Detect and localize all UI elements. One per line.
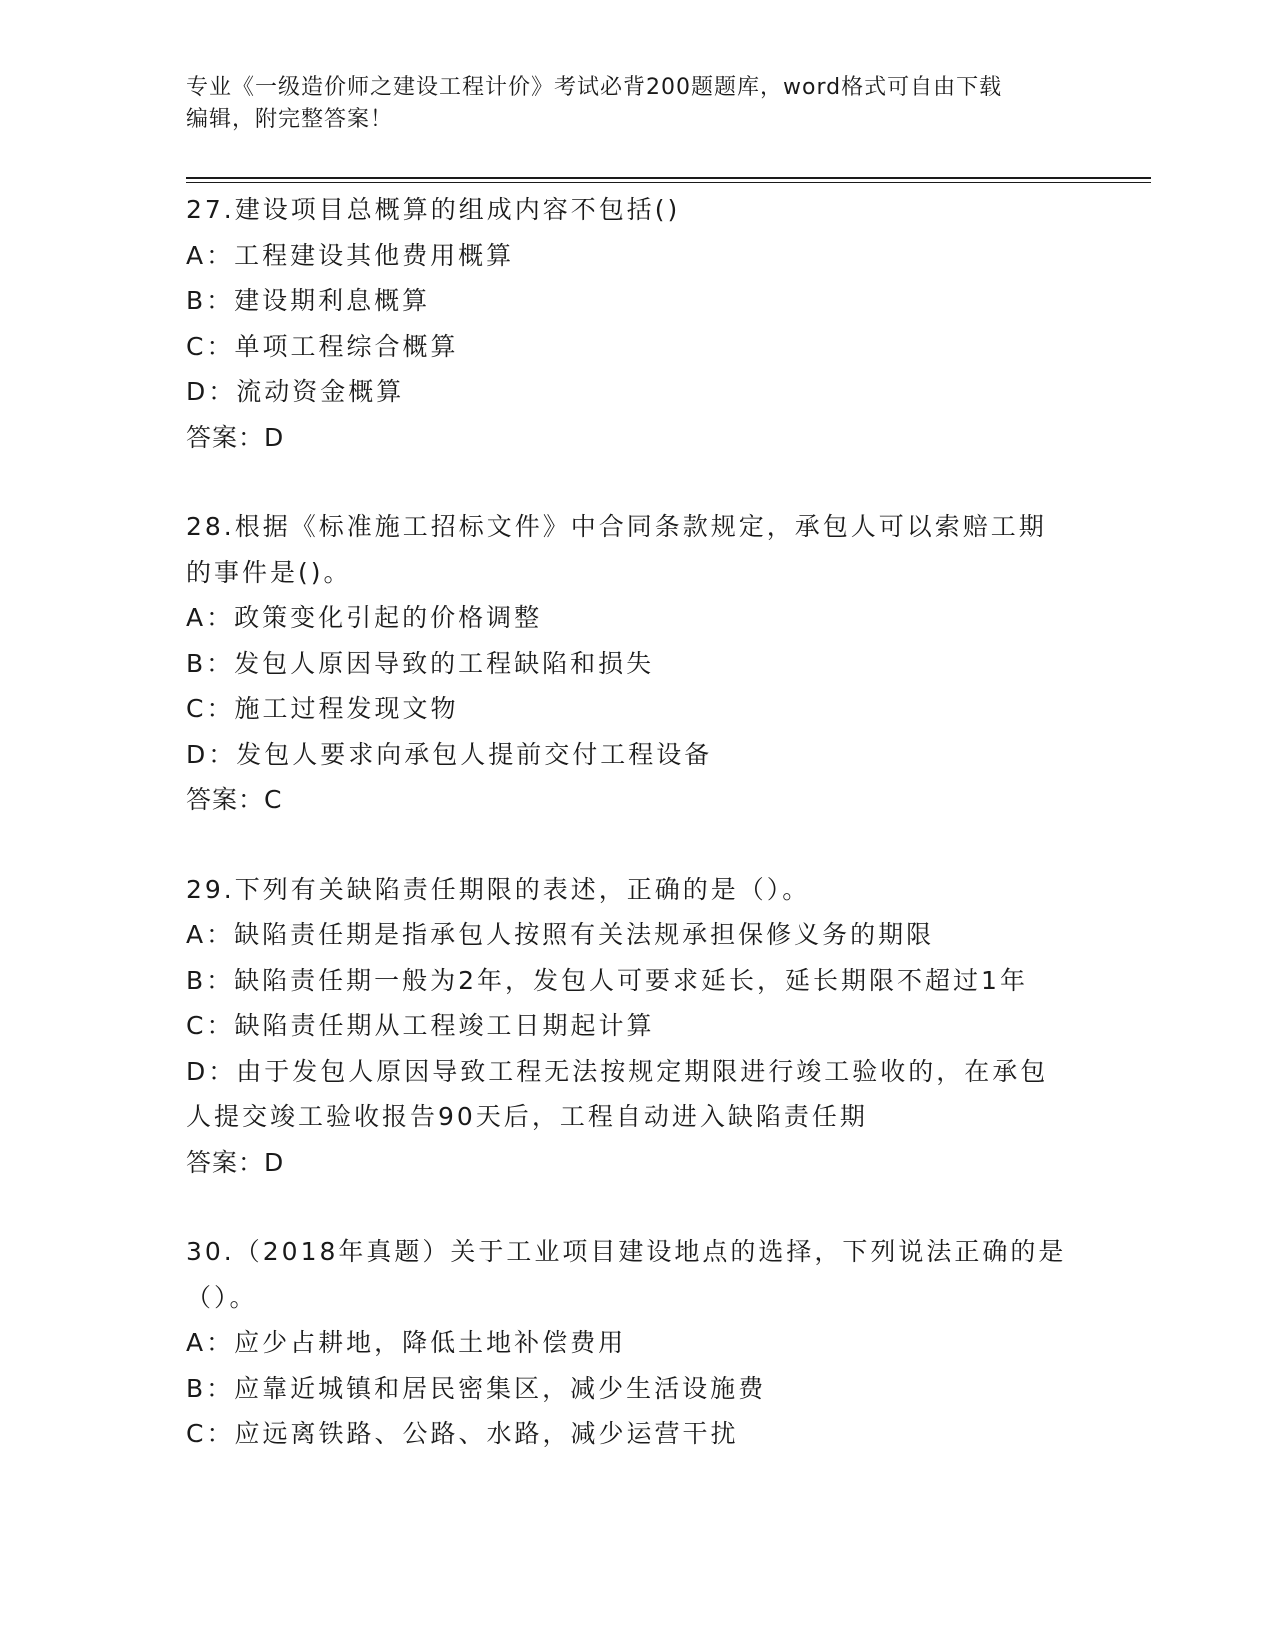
- document-header: [186, 72, 1086, 136]
- option-d: D：发包人要求向承包人提前交付工程设备: [186, 739, 713, 769]
- option-b: B：发包人原因导致的工程缺陷和损失: [186, 648, 655, 678]
- answer: 答案：D: [186, 422, 285, 452]
- header-divider-thin: [186, 182, 1151, 183]
- question-stem-continued: （）。: [186, 1282, 258, 1312]
- header-divider-thick: [186, 177, 1151, 179]
- option-a: A：应少占耕地，降低土地补偿费用: [186, 1328, 627, 1357]
- question-stem: 29.下列有关缺陷责任期限的表述，正确的是（）。: [186, 874, 811, 904]
- answer: 答案：D: [186, 1147, 285, 1177]
- option-d-continued: 人提交竣工验收报告90天后，工程自动进入缺陷责任期: [186, 1102, 868, 1131]
- option-a: A：缺陷责任期是指承包人按照有关法规承担保修义务的期限: [186, 920, 935, 949]
- option-b: B：应靠近城镇和居民密集区，减少生活设施费: [186, 1373, 767, 1403]
- option-a: A：工程建设其他费用概算: [186, 240, 515, 270]
- option-c: C：应远离铁路、公路、水路，减少运营干扰: [186, 1419, 739, 1448]
- question-27: [186, 187, 1086, 460]
- question-stem: 27.建设项目总概算的组成内容不包括(): [186, 195, 681, 224]
- header-line-2: 编辑，附完整答案！: [186, 107, 394, 132]
- option-c: C：施工过程发现文物: [186, 694, 459, 723]
- question-stem-continued: 的事件是()。: [186, 557, 352, 587]
- option-b: B：建设期利息概算: [186, 286, 431, 315]
- option-d: D：由于发包人原因导致工程无法按规定期限进行竣工验收的，在承包: [186, 1056, 1049, 1086]
- question-28: [186, 504, 1086, 823]
- option-c: C：缺陷责任期从工程竣工日期起计算: [186, 1011, 655, 1040]
- option-b: B：缺陷责任期一般为2年，发包人可要求延长，延长期限不超过1年: [186, 965, 1028, 995]
- question-list: [186, 187, 1086, 1501]
- option-a: A：政策变化引起的价格调整: [186, 603, 543, 632]
- option-c: C：单项工程综合概算: [186, 331, 459, 361]
- question-stem: 28.根据《标准施工招标文件》中合同条款规定，承包人可以索赔工期: [186, 512, 1047, 541]
- header-line-1: 专业《一级造价师之建设工程计价》考试必背200题题库，word格式可自由下载: [186, 75, 1003, 100]
- option-d: D：流动资金概算: [186, 377, 405, 406]
- question-stem: 30.（2018年真题）关于工业项目建设地点的选择，下列说法正确的是: [186, 1237, 1067, 1266]
- answer: 答案：C: [186, 785, 283, 814]
- question-30: [186, 1229, 1086, 1457]
- question-29: [186, 867, 1086, 1186]
